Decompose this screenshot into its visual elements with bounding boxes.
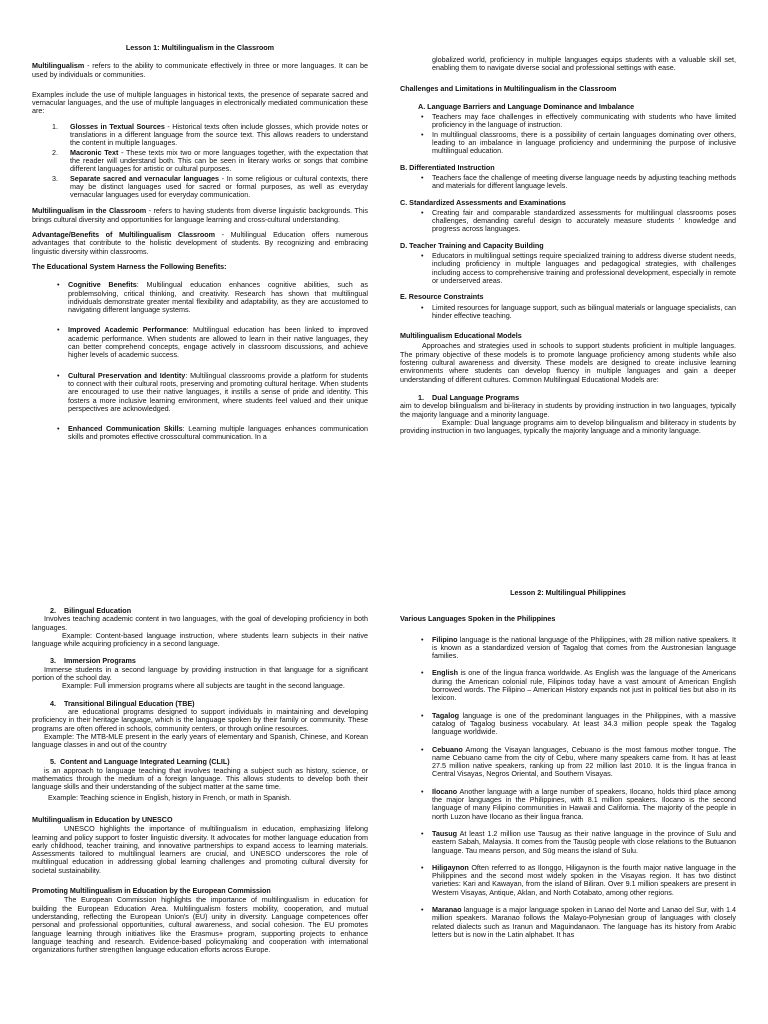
item-text: : Multilingual education enhances cognitive abilities, such as problemsolving, critical thinking, and creativity. Research has shown that multilingual individuals demonstrate greater mental flexibility and adaptability, as they are accustomed to navigating different language systems. bbox=[68, 280, 368, 315]
page2-column bbox=[400, 56, 736, 442]
model-example: Example: Full immersion programs where all subjects are taught in the second language. bbox=[62, 681, 345, 691]
list-item bbox=[54, 425, 368, 442]
item-text: : Learning multiple languages enhances communication skills and promotes effective crosscultural communication. In a bbox=[68, 424, 368, 442]
model-text: is an approach to language teaching that involves teaching a subject such as history, science, or mathematics through the medium of a foreign language. This allows students to develop both their language skills and their understanding of the subject matter at the same time. bbox=[32, 765, 368, 792]
challenge-section bbox=[400, 164, 736, 191]
page4-column bbox=[400, 589, 736, 939]
item-text: - In some religious or cultural contexts, there may be distinct languages used for sacred or formal purposes, as well as everyday vernacular languages used for everyday communication. bbox=[70, 173, 369, 200]
lesson2-title: Lesson 2: Multilingual Philippines bbox=[510, 588, 626, 597]
challenge-section bbox=[400, 242, 736, 285]
languages-subtitle: Various Languages Spoken in the Philippines bbox=[400, 614, 556, 624]
challenge-heading: B. Differentiated Instruction bbox=[400, 162, 495, 172]
class-term: Multilingualism in the Classroom bbox=[32, 206, 147, 216]
language-name: English bbox=[432, 668, 458, 678]
language-name: Tausug bbox=[432, 828, 458, 838]
language-text: language is a major language spoken in Lanao del Norte and Lanao del Sur, with 1.4 million speakers. Maranao follows the Malayo-Polynesian group of languages with closely related dialects such as Iranun and Maguindanaon. The language has its history from Arabic letters but is now in the Latin alphabet. It has bbox=[432, 905, 736, 939]
language-name: Filipino bbox=[432, 634, 458, 644]
list-item bbox=[52, 149, 368, 174]
model-text: are educational programs designed to support individuals in maintaining and developing proficiency in their heritage language, which is the language spoken by their family or community. These programs are often offered in schools, community centers, or through online resources. bbox=[32, 706, 368, 733]
page3-column bbox=[32, 607, 368, 961]
benefits-list bbox=[54, 281, 368, 441]
list-item: • In multilingual classrooms, there is a possibility of certain languages dominating over others, leading to an imbalance in language proficiency and undermining the purpose of inclusive multilingual education. bbox=[418, 131, 736, 156]
challenge-items bbox=[418, 174, 736, 191]
advantages-paragraph bbox=[32, 231, 368, 256]
list-item: • Limited resources for language support, such as bilingual materials or language specialists, can hinder effective teaching. bbox=[418, 304, 736, 321]
model-title: Bilingual Education bbox=[64, 606, 132, 615]
challenge-heading: C. Standardized Assessments and Examinations bbox=[400, 197, 566, 207]
model-number: 3. bbox=[50, 656, 56, 666]
language-text: is one of the lingua franca worldwide. As English was the language of the Americans during the American colonial rule, Filipinos today have a vast amount of American English borrowed words. The Filipino – American History expands not just in political ties but also in its lexicon. bbox=[432, 668, 736, 703]
model-example: Example: The MTB-MLE present in the early years of elementary and Spanish, Chinese, and Korean language classes in and out of the country bbox=[32, 731, 368, 750]
challenge-section bbox=[400, 293, 736, 320]
language-text: At least 1.2 million use Tausug as their native language in the province of Sulu and eastern Sabah, Malaysia. It comes from the Tausūg people with close relations to the Butuanon language. Tau means person, and Sūg means the island of Sulu. bbox=[432, 828, 736, 855]
def-text: - refers to the ability to communicate effectively in three or more languages. It can be used by individuals or communities. bbox=[32, 61, 368, 79]
model-number: 2. bbox=[50, 606, 56, 615]
model-example: Example: Teaching science in English, history in French, or math in Spanish. bbox=[48, 792, 292, 802]
language-name: Tagalog bbox=[432, 710, 460, 720]
challenge-heading: D. Teacher Training and Capacity Building bbox=[400, 240, 544, 250]
list-item bbox=[54, 281, 368, 314]
unesco-text: UNESCO highlights the importance of multilingualism in education, emphasizing lifelong learning and policy support to foster linguistic diversity. It advocates for mother language education from early childhood, teacher training, and innovative partnerships to expand access to learning materials. Assessments tailored to multilingual learners are crucial, and UNESCO underscores the role of multilingual education in addressing global learning challenges and promoting cultural diversity for societal sustainability. bbox=[32, 824, 368, 875]
item-text: : Multilingual education has been linked to improved academic performance. When students are allowed to learn in their native languages, they can better comprehend concepts, engage actively in classroom discussions, and achieve higher levels of academic success. bbox=[68, 325, 369, 360]
challenge-section bbox=[400, 103, 736, 156]
challenge-items bbox=[418, 304, 736, 321]
item-text: - These texts mix two or more languages together, with the expectation that the reader will understand both. This can be seen in literary works or songs that combine different languages for artistic or cultural purposes. bbox=[70, 147, 369, 174]
class-text: - refers to having students from diverse linguistic backgrounds. This brings cultural diversity and opportunities for language learning and cross-cultural understanding. bbox=[32, 206, 368, 224]
multilingualism-definition bbox=[32, 62, 368, 79]
item-term: Improved Academic Performance bbox=[68, 325, 187, 335]
list-item bbox=[418, 830, 736, 855]
challenge-items bbox=[418, 113, 736, 155]
eu-title: Promoting Multilingualism in Education by the European Commission bbox=[32, 886, 271, 896]
list-item bbox=[418, 712, 736, 737]
model-example: Example: Content-based language instruction, where students learn subjects in their native language while acquiring proficiency in a second language. bbox=[32, 630, 368, 649]
models-intro: Approaches and strategies used in schools to support students proficient in multiple languages. The primary objective of these models is to promote language proficiency among students while also fostering cultural awareness and diversity. These models are designed to create inclusive learning environments where students can develop fluency in multiple languages and gain a deeper understanding of different cultures. Common Multilingual Educational Models are: bbox=[400, 341, 736, 384]
dual-language-example: Example: Dual language programs aim to develop bilingualism and biliteracy in students by providing instruction in two languages, typically the majority language and a minority language. bbox=[400, 417, 736, 436]
model-title: Dual Language Programs bbox=[432, 392, 520, 402]
model-number: 1. bbox=[418, 392, 424, 402]
language-text: Often referred to as Ilonggo, Hiligaynon is the fourth major native language in the Philippines and the second most widely spoken in the Visayas region. It has two distinct varieties: Kari and Kawayan, from the island of Biliran. Over 9.1 million speakers are present in Western Visayas, Antique, Aklan, and North Cotabato, among other regions. bbox=[432, 862, 736, 897]
item-term: Cognitive Benefits bbox=[68, 280, 137, 290]
dual-language-text: aim to develop bilingualism and bi-literacy in students by providing instruction in two languages, typically the majority language and a minority language. bbox=[400, 401, 736, 419]
item-term: Cultural Preservation and Identity bbox=[68, 370, 186, 380]
language-name: Maranao bbox=[432, 905, 462, 915]
languages-list bbox=[418, 636, 736, 940]
item-term: Glosses in Textual Sources bbox=[70, 121, 165, 131]
examples-intro: Examples include the use of multiple languages in historical texts, the presence of separate sacred and vernacular languages, and the use of multiple languages in electronically mediated communication these are: bbox=[32, 89, 368, 116]
item-number: 2. bbox=[52, 147, 58, 157]
model-title: Content and Language Integrated Learning (CLIL) bbox=[60, 757, 230, 767]
model-title: Immersion Programs bbox=[64, 656, 136, 666]
models-title: Multilingualism Educational Models bbox=[400, 331, 522, 341]
item-term: Enhanced Communication Skills bbox=[68, 424, 183, 434]
def-term: Multilingualism bbox=[32, 61, 85, 71]
list-item bbox=[418, 669, 736, 702]
model-text: Immerse students in a second language by providing instruction in that language for a significant portion of the school day. bbox=[32, 664, 368, 683]
challenge-heading: A. Language Barriers and Language Dominance and Imbalance bbox=[418, 101, 635, 111]
adv-term: Advantage/Benefits of Multilingualism Classroom bbox=[32, 230, 216, 240]
lesson1-title: Lesson 1: Multilingualism in the Classroom bbox=[125, 43, 275, 52]
eu-text: The European Commission highlights the importance of multilingualism in education for building the European Education Area. Multilingualism fosters mobility, cooperation, and mutual understanding, reflecting the European Union's (EU) unity in diversity. Language competences offer personal and professional opportunities, cultural awareness, and social cohesion. The EU promotes language learning through initiatives like the Erasmus+ program, supporting projects to enhance language teaching and research. Evidence-based policymaking and cooperation with international organizations further strengthen language education efforts across Europe. bbox=[32, 895, 368, 955]
language-name: Hiligaynon bbox=[432, 862, 469, 872]
list-item bbox=[418, 636, 736, 661]
language-text: language is one of the predominant languages in the Philippines, with a massive catalog of Tagalog business vocabulary. At least 34.3 million people speak the Tagalog language worldwide. bbox=[432, 710, 736, 737]
examples-list bbox=[52, 123, 368, 200]
list-item bbox=[54, 372, 368, 413]
list-item bbox=[418, 906, 736, 939]
model-section bbox=[32, 700, 368, 750]
challenge-items bbox=[418, 209, 736, 234]
language-text: language is the national language of the Philippines, with 28 million native speakers. It is known as a standardized version of Tagalog that comes from the Austronesian language families. bbox=[432, 634, 736, 661]
item-number: 3. bbox=[52, 173, 58, 183]
benefits-heading: The Educational System Harness the Following Benefits: bbox=[32, 261, 227, 271]
list-item bbox=[54, 326, 368, 359]
item-text: - Historical texts often include glosses, which provide notes or translations in a different language from the source text. This allows readers to understand the content in multiple languages. bbox=[70, 121, 368, 148]
list-item bbox=[418, 788, 736, 821]
model-text: Involves teaching academic content in two languages, with the goal of developing proficiency in both languages. bbox=[32, 614, 368, 632]
language-name: Cebuano bbox=[432, 744, 463, 754]
continued-text: globalized world, proficiency in multiple languages equips students with a valuable skill set, enabling them to navigate diverse social and professional settings with ease. bbox=[432, 55, 736, 73]
item-term: Macronic Text bbox=[70, 147, 119, 157]
language-text: Another language with a large number of speakers, Ilocano, holds third place among the major languages in the Philippines, with 8.1 million speakers. Ilocano is the second language of many Filipino communities in Hawaii and California. The majority of the people in north Luzon have Ilocano as their lingua franca. bbox=[432, 786, 736, 821]
item-term: Separate sacred and vernacular languages bbox=[70, 173, 220, 183]
classroom-definition bbox=[32, 207, 368, 224]
challenge-items bbox=[418, 252, 736, 285]
list-item bbox=[52, 123, 368, 148]
model-section bbox=[32, 758, 368, 801]
language-text: Among the Visayan languages, Cebuano is the most famous mother tongue. The name Cebuano came from the city of Cebu, where many speakers came from. It has at least 27.5 million native speakers, ranking up from 22 million last 2010. It is the lingua franca in Central Visayas, Negros Oriental, and Southern Visayas. bbox=[432, 744, 736, 779]
model-number: 4. bbox=[50, 698, 56, 708]
list-item bbox=[52, 175, 368, 200]
challenges-title: Challenges and Limitations in Multilingualism in the Classroom bbox=[400, 83, 617, 93]
model-number: 5. bbox=[50, 757, 56, 767]
challenge-section bbox=[400, 199, 736, 234]
list-item: • Teachers face the challenge of meeting diverse language needs by adjusting teaching methods and materials for different language levels. bbox=[418, 174, 736, 191]
item-text: : Multilingual classrooms provide a platform for students to connect with their cultural roots, preserving and promoting cultural heritage. When students are encouraged to use their native languages, it instills a sense of pride and identity. This fosters a more inclusive learning environment, where students feel valued and their unique perspectives are acknowledged. bbox=[68, 370, 368, 413]
adv-text: - Multilingual Education offers numerous advantages that contribute to the holistic development of students. By recognizing and embracing linguistic diversity within classrooms. bbox=[32, 230, 368, 256]
challenge-heading: E. Resource Constraints bbox=[400, 292, 484, 302]
list-item bbox=[418, 864, 736, 897]
list-item: • Creating fair and comparable standardized assessments for multilingual classrooms poses challenges, demanding careful design to accurately measure students ' knowledge and progress across languages. bbox=[418, 209, 736, 234]
list-item: • Educators in multilingual settings require specialized training to address diverse student needs, including proficiency in multiple languages and pedagogical strategies, with challenges including access to comprehensive training and professional development, especially in remote or underserved areas. bbox=[418, 252, 736, 285]
item-number: 1. bbox=[52, 121, 58, 131]
page1-column bbox=[32, 44, 368, 448]
model-section bbox=[32, 657, 368, 690]
language-name: Ilocano bbox=[432, 786, 458, 796]
list-item bbox=[418, 746, 736, 779]
unesco-title: Multilingualism in Education by UNESCO bbox=[32, 814, 173, 824]
model-title: Transitional Bilingual Education (TBE) bbox=[64, 698, 195, 708]
model-section bbox=[32, 607, 368, 648]
list-item: • Teachers may face challenges in effectively communicating with students who have limited proficiency in the language of instruction. bbox=[418, 113, 736, 130]
